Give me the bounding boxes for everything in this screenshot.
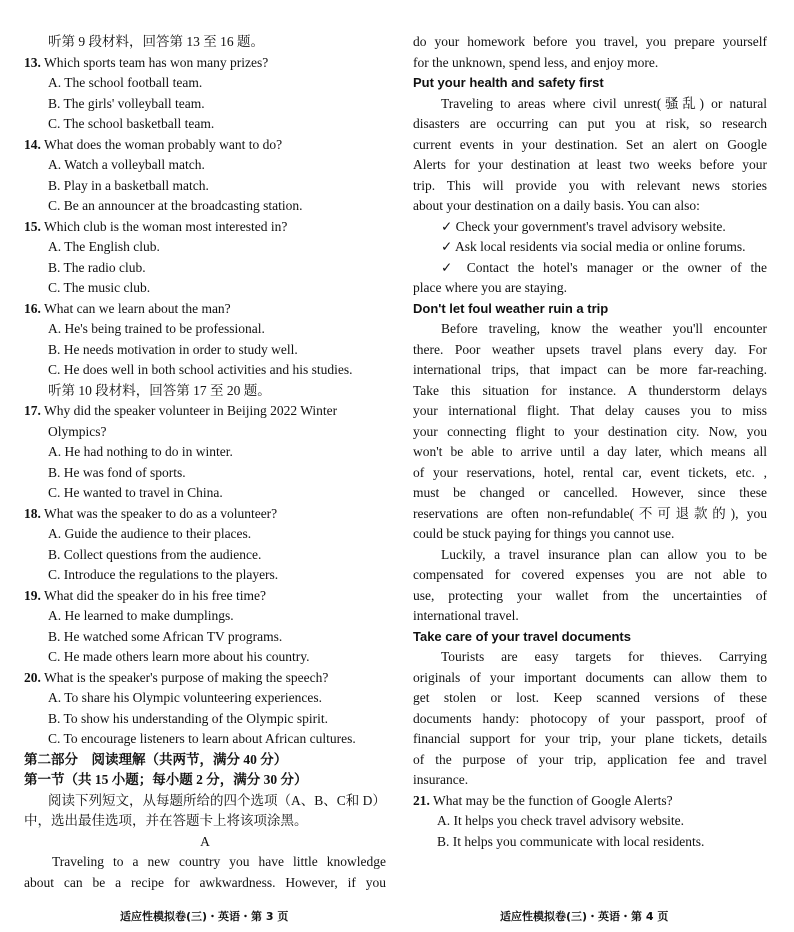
question-16 xyxy=(24,299,386,320)
listening-instruction-10: 听第 10 段材料，回答第 17 至 20 题。 xyxy=(48,382,271,398)
question-20 xyxy=(24,668,386,689)
option-19c: C. He made others learn more about his country. xyxy=(48,649,310,664)
passage-line: Luckily, a travel insurance plan can allow you to be xyxy=(441,546,767,562)
option-13b: B. The girls' volleyball team. xyxy=(48,95,205,111)
passage-line: current events in your destination. Set an alert on Google xyxy=(413,136,767,152)
question-17 xyxy=(24,401,386,422)
option-16b: B. He needs motivation in order to study well. xyxy=(48,341,298,357)
option-19b: B. He watched some African TV programs. xyxy=(48,628,283,644)
reading-instruction-line1: 阅读下列短文，从每题所给的四个选项（A、B、C和 D） xyxy=(48,792,386,808)
option-14c: C. Be an announcer at the broadcasting station. xyxy=(48,198,303,213)
option-15a: A. The English club. xyxy=(48,239,160,254)
passage-line: could be stuck paying for things you cannot use. xyxy=(413,526,675,541)
passage-line: there. Poor weather upsets travel plans every day. For xyxy=(413,341,767,357)
passage-line: financial support for your trip, your plane tickets, details xyxy=(413,731,767,746)
reading-instruction-line2: 中，选出最佳选项，并在答题卡上将该项涂黑。 xyxy=(24,813,308,828)
question-number: 18. xyxy=(24,505,41,521)
option-16c: C. He does well in both school activities and his studies. xyxy=(48,362,353,377)
passage-line: trip. This will provide you with relevant news stories xyxy=(413,177,767,193)
passage-line: Before traveling, know the weather you'll encounter xyxy=(441,321,767,336)
subheading-documents: Take care of your travel documents xyxy=(413,628,631,644)
subheading-health-safety: Put your health and safety first xyxy=(413,75,604,90)
question-stem: Why did the speaker volunteer in Beijing 2022 Winter xyxy=(44,403,338,418)
question-number: 20. xyxy=(24,669,41,685)
question-number: 19. xyxy=(24,587,41,603)
question-21 xyxy=(413,791,767,812)
passage-line: about can be a recipe for awkwardness. However, if you xyxy=(24,874,386,890)
question-stem: Which club is the woman most interested in? xyxy=(44,218,288,234)
right-column xyxy=(413,32,767,852)
passage-line: disasters are occurring can put you at risk, so research xyxy=(413,116,767,131)
checklist-item-3: ✓ Contact the hotel's manager or the owner of the xyxy=(441,259,767,275)
checklist-item-3-continued: place where you are staying. xyxy=(413,280,568,295)
passage-line: insurance. xyxy=(413,772,469,787)
question-stem: What did the speaker do in his free time? xyxy=(44,587,266,603)
option-17b: B. He was fond of sports. xyxy=(48,464,186,480)
passage-line: international travel. xyxy=(413,608,519,623)
option-18c: C. Introduce the regulations to the players. xyxy=(48,567,279,582)
option-16a: A. He's being trained to be professional. xyxy=(48,321,265,336)
page-footer-left: 适应性模拟卷(三)・英语・第 3 页 xyxy=(120,910,289,923)
option-15b: B. The radio club. xyxy=(48,259,146,275)
passage-line: won't be able to arrive until a day later, which means all xyxy=(413,444,767,459)
passage-line: Take this situation for instance. A thunderstorm delays xyxy=(413,382,767,398)
option-20c: C. To encourage listeners to learn about African cultures. xyxy=(48,731,356,746)
passage-line: originals of your important documents can allow them to xyxy=(413,669,767,685)
question-stem: What is the speaker's purpose of making the speech? xyxy=(44,669,329,685)
option-20a: A. To share his Olympic volunteering experiences. xyxy=(48,690,322,705)
question-number: 14. xyxy=(24,136,41,152)
passage-label: A xyxy=(200,833,210,849)
question-17-stem-continued: Olympics? xyxy=(48,423,107,439)
option-17c: C. He wanted to travel in China. xyxy=(48,485,223,500)
section-one-heading: 第一节（共 15 小题；每小题 2 分，满分 30 分） xyxy=(24,772,308,787)
option-13a: A. The school football team. xyxy=(48,75,203,90)
question-stem: Which sports team has won many prizes? xyxy=(44,54,269,70)
passage-line: Traveling to a new country you have little knowledge xyxy=(52,854,386,869)
passage-line: Alerts for your destination at least two weeks before your xyxy=(413,157,767,172)
passage-line: international trips, that impact can be more far-reaching. xyxy=(413,362,767,377)
option-13c: C. The school basketball team. xyxy=(48,116,215,131)
passage-line: about your destination on a daily basis. You can also: xyxy=(413,198,700,213)
passage-line: Tourists are easy targets for thieves. Carrying xyxy=(441,649,767,664)
passage-line: get stolen or lost. Keep scanned versions of these xyxy=(413,690,767,705)
option-14a: A. Watch a volleyball match. xyxy=(48,157,205,172)
passage-line: your international flight. That delay causes you to miss xyxy=(413,403,767,418)
passage-line: your connecting flight to your destination city. Now, you xyxy=(413,423,767,439)
passage-line: reservations are often non-refundable(不可退款的), you xyxy=(413,505,767,521)
option-17a: A. He had nothing to do in winter. xyxy=(48,444,233,459)
option-15c: C. The music club. xyxy=(48,280,151,295)
left-column xyxy=(24,32,386,893)
question-19 xyxy=(24,586,386,607)
passage-line: must be changed or cancelled. However, since these xyxy=(413,485,767,500)
question-number: 15. xyxy=(24,218,41,234)
option-20b: B. To show his understanding of the Olympic spirit. xyxy=(48,710,329,726)
question-15 xyxy=(24,217,386,238)
passage-line: Traveling to areas where civil unrest(骚乱) or natural xyxy=(441,95,767,111)
question-number: 21. xyxy=(413,792,430,808)
question-number: 13. xyxy=(24,54,41,70)
question-stem: What can we learn about the man? xyxy=(44,300,231,316)
question-stem: What does the woman probably want to do? xyxy=(44,136,283,152)
question-number: 17. xyxy=(24,403,41,418)
passage-line: for the unknown, spend less, and enjoy more. xyxy=(413,54,659,70)
passage-line: documents handy: photocopy of your passport, proof of xyxy=(413,710,767,726)
page-footer-right: 适应性模拟卷(三)・英语・第 4 页 xyxy=(500,910,669,923)
passage-line: use, protecting your wallet from the uncertainties of xyxy=(413,587,767,603)
question-stem: What was the speaker to do as a volunteer? xyxy=(44,505,278,521)
checklist-item-1: ✓ Check your government's travel advisory website. xyxy=(441,218,726,234)
question-14 xyxy=(24,135,386,156)
question-stem: What may be the function of Google Alerts? xyxy=(433,792,673,808)
option-19a: A. He learned to make dumplings. xyxy=(48,608,234,623)
option-21a: A. It helps you check travel advisory website. xyxy=(437,813,685,828)
subheading-weather: Don't let foul weather ruin a trip xyxy=(413,300,609,316)
question-number: 16. xyxy=(24,300,41,316)
passage-line: of the purpose of your trip, application fee and travel xyxy=(413,751,767,767)
passage-line: of your reservations, hotel, rental car, event tickets, etc. , xyxy=(413,464,767,480)
listening-instruction-9: 听第 9 段材料，回答第 13 至 16 题。 xyxy=(48,34,264,49)
option-21b: B. It helps you communicate with local residents. xyxy=(437,833,705,849)
checklist-item-2: ✓ Ask local residents via social media or online forums. xyxy=(441,239,746,254)
option-14b: B. Play in a basketball match. xyxy=(48,177,209,193)
part-two-heading: 第二部分 阅读理解（共两节，满分 40 分） xyxy=(24,751,288,767)
option-18b: B. Collect questions from the audience. xyxy=(48,546,262,562)
question-13 xyxy=(24,53,386,74)
passage-line: do your homework before you travel, you prepare yourself xyxy=(413,34,767,49)
option-18a: A. Guide the audience to their places. xyxy=(48,526,252,541)
question-18 xyxy=(24,504,386,525)
passage-line: compensated for covered expenses you are not able to xyxy=(413,567,767,582)
